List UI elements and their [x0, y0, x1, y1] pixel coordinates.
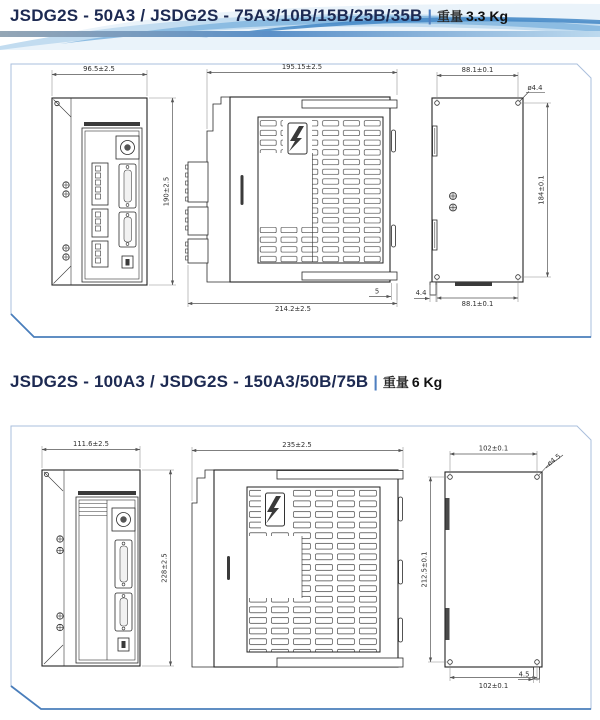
section2-drawing-canvas	[0, 420, 600, 720]
section1-title-separator: |	[427, 8, 432, 25]
dim-back-pitch-v: 212.5±0.1	[420, 551, 429, 588]
section2-title	[10, 372, 442, 392]
terminal-block-2	[92, 209, 108, 237]
dim-back-pitch-v: 184±0.1	[537, 175, 546, 205]
dim-side-total-depth: 214.2±2.5	[275, 305, 311, 313]
section1-weight-label: 重量	[436, 9, 463, 24]
din-tab	[430, 282, 436, 295]
dim-back-span-bottom: 88.1±0.1	[461, 300, 494, 308]
dim-back-hole-dia: ø4.4	[527, 84, 543, 92]
section2-title-separator: |	[373, 374, 378, 391]
dim-back-span-top: 88.1±0.1	[461, 66, 494, 74]
dim-back-hole-dia: ø4.5	[545, 452, 563, 468]
dim-front-height: 190±2.5	[162, 176, 171, 207]
section2-weight-value: 6 Kg	[411, 374, 443, 390]
section1-weight-value: 3.3 Kg	[465, 8, 508, 24]
section1-model-names: JSDG2S - 50A3 / JSDG2S - 75A3/10B/15B/25B/35B	[10, 6, 423, 25]
terminal-block-1	[92, 163, 108, 205]
section2-model-names: JSDG2S - 100A3 / JSDG2S - 150A3/50B/75B	[10, 372, 369, 391]
banner-underline-band	[0, 31, 600, 37]
dim-front-height: 228±2.5	[160, 553, 169, 583]
dim-side-flange-offset: 5	[374, 287, 380, 296]
lightning-bolt-icon	[288, 123, 307, 154]
side-view-large-drive	[192, 441, 403, 667]
dim-side-depth: 235±2.5	[282, 441, 312, 449]
dim-back-span-bottom: 102±0.1	[478, 682, 509, 690]
dim-back-tab-width: 4.5	[518, 670, 530, 679]
dim-side-depth: 195.15±2.5	[281, 63, 323, 71]
dim-back-span-top: 102±0.1	[478, 444, 509, 453]
dim-front-width: 111.6±2.5	[73, 440, 109, 448]
dim-back-tab-width: 4.4	[415, 289, 427, 297]
dim-front-width: 96.5±2.5	[83, 65, 115, 73]
lightning-bolt-icon	[266, 493, 285, 526]
section2-weight-label: 重量	[382, 375, 409, 390]
section1-drawing-canvas	[0, 56, 600, 348]
section1-title	[10, 6, 508, 26]
side-terminal-blocks	[186, 162, 209, 263]
